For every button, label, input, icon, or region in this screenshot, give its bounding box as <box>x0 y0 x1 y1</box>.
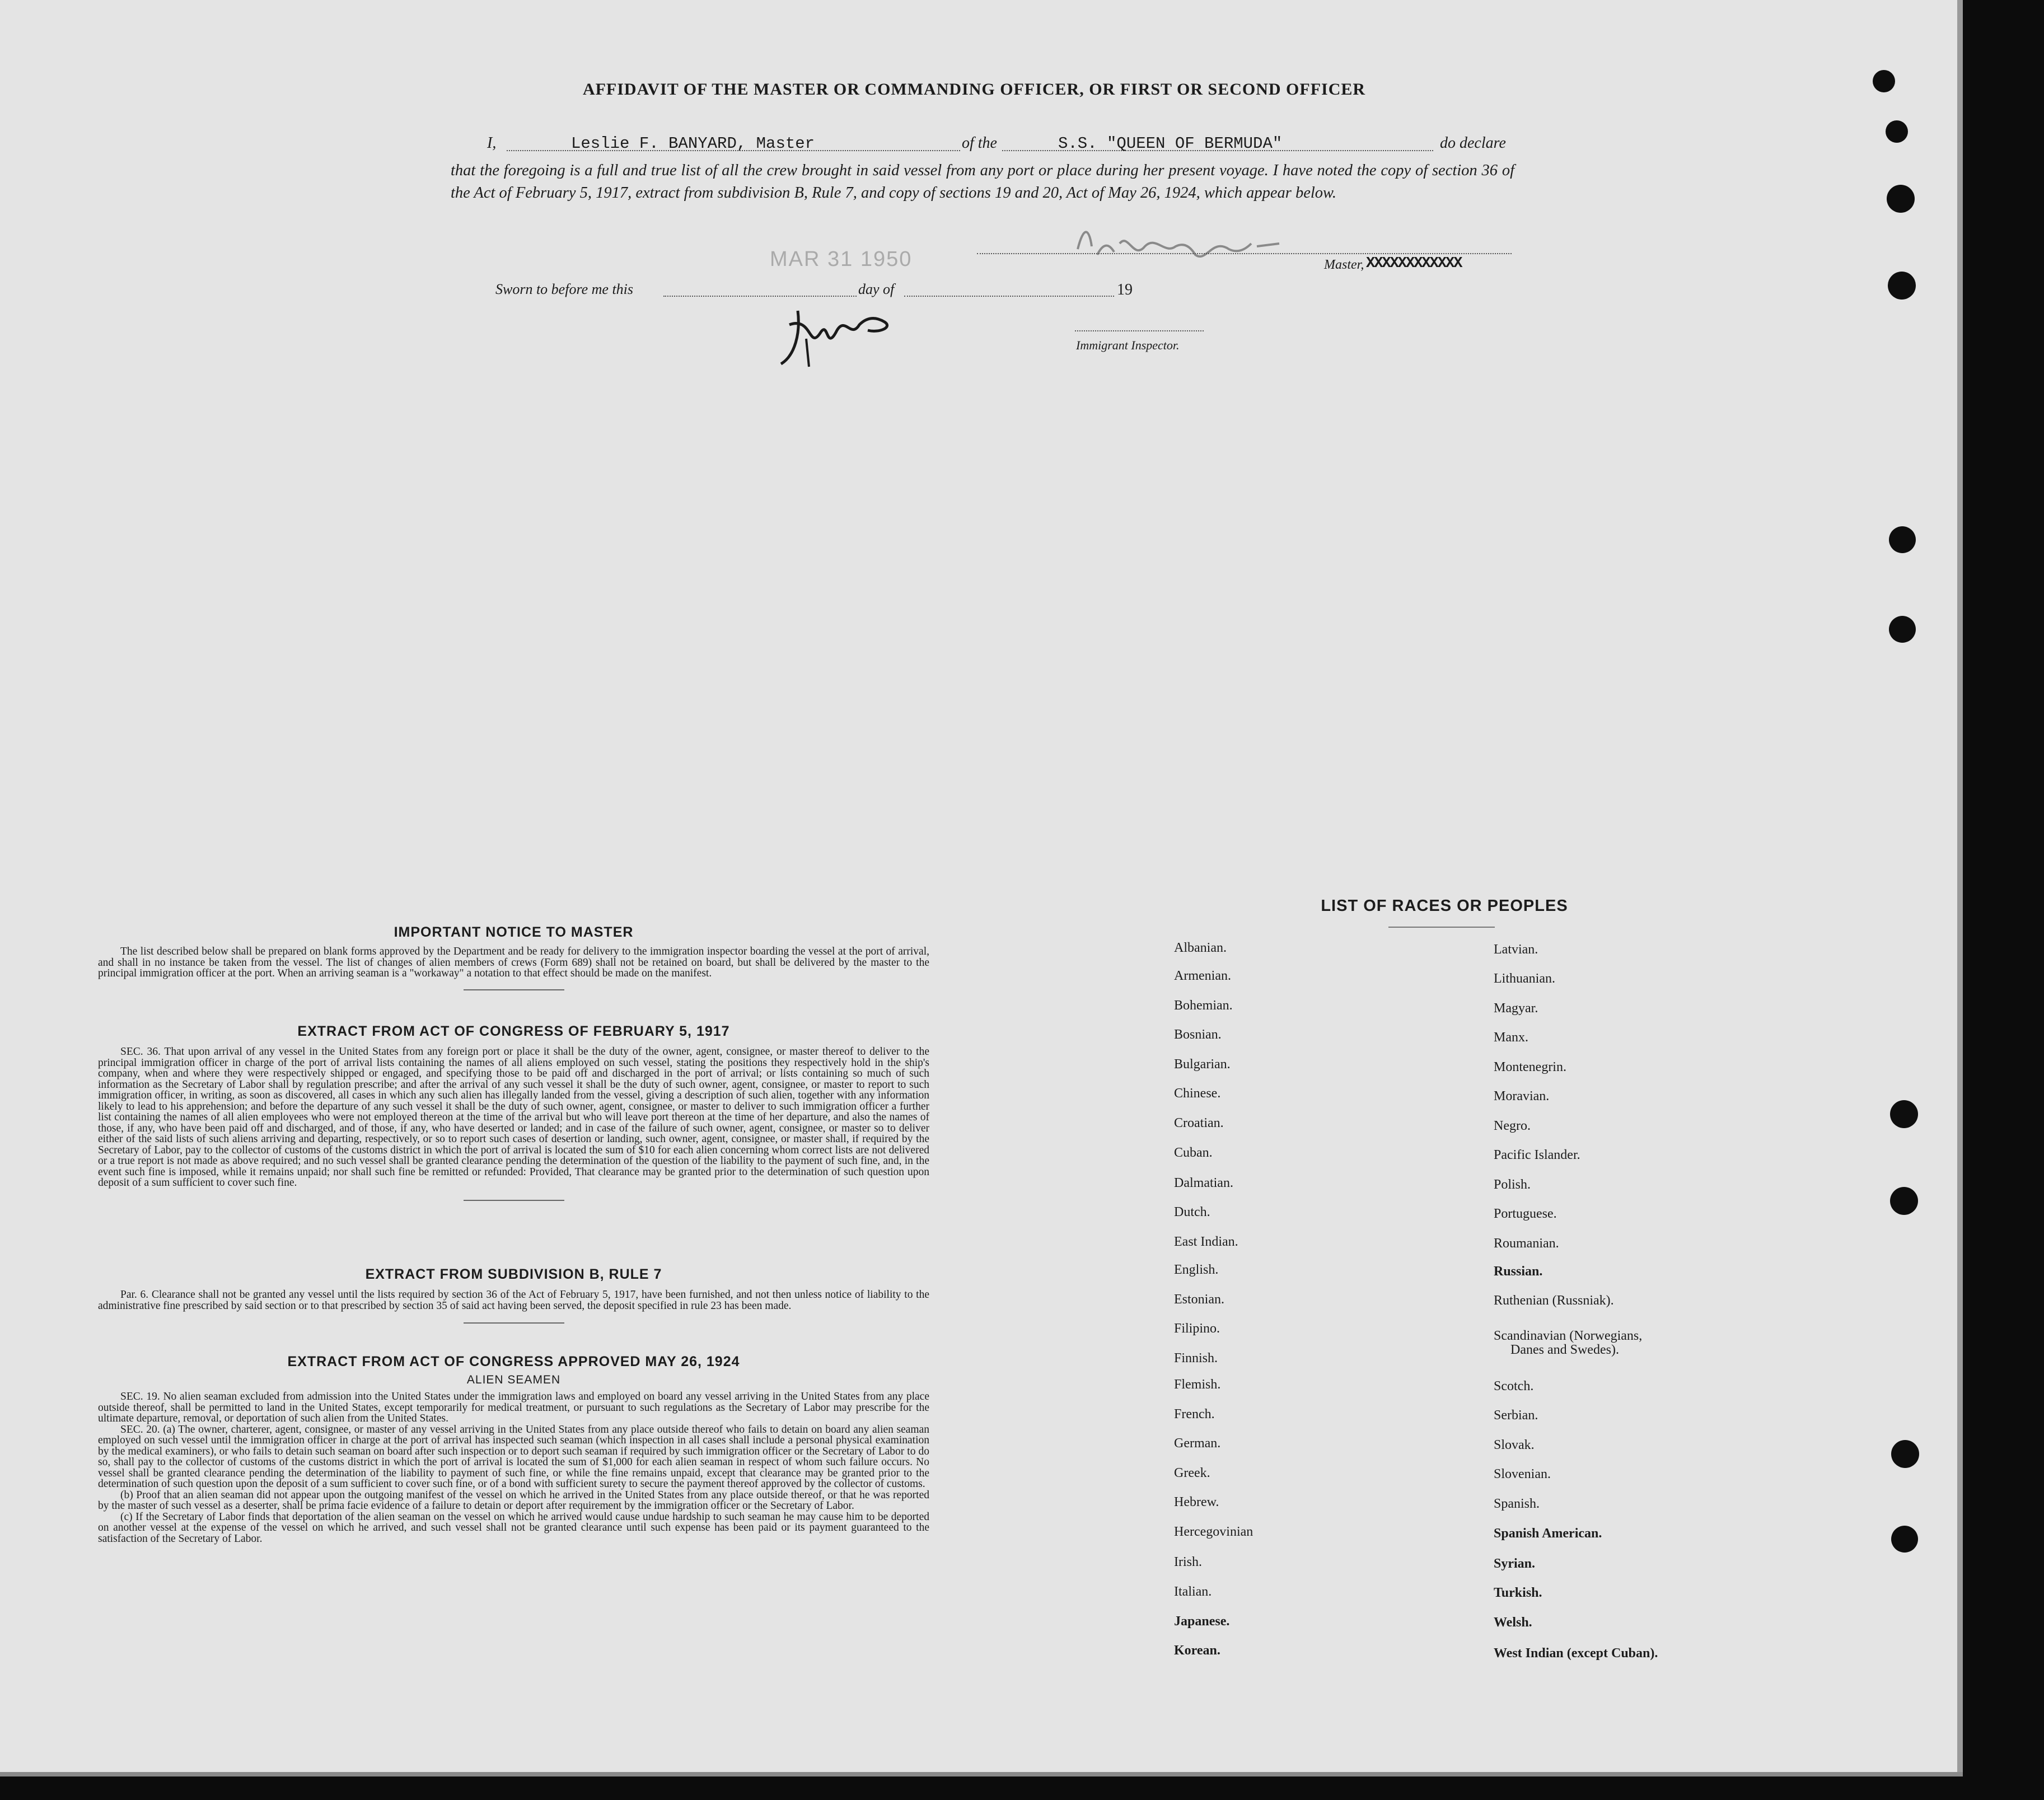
vessel-name: S.S. "QUEEN OF BERMUDA" <box>1058 134 1283 153</box>
punch-hole <box>1873 70 1895 92</box>
races-divider <box>1388 927 1495 928</box>
inspector-signature <box>767 300 907 372</box>
race-item: Filipino. <box>1174 1321 1220 1336</box>
extract-1917-text: SEC. 36. That upon arrival of any vessel in the United States from any foreign port or place it shall be the duty of the owner, agent, consignee, or master thereof to deliver to the principal immigration officer in charge of the port of arrival lists containing the names of all aliens employed on such vessel, stating the positions they respectively hold in the ship's company, when and where they were respectively shipped or engaged, and specifying those to be paid off and discharged in the port of arrival; or lists containing so much of such information as the Secretary of Labor shall by regulation prescribe; and after the arrival of any such vessel it shall be the duty of such owner, agent, consignee, or master to report to such immigration officer, in writing, as soon as discovered, all cases in which any such alien has illegally landed from the vessel, giving a description of such alien, together with any information likely to lead to his apprehension; and before the departure of any such vessel it shall be the duty of such owner, agent, consignee, or master to deliver to such immigration officer a further list containing the names of all alien employees who were not employed thereon at the time of the arrival but who will leave port thereon at the time of her departure, and also the names of those, if any, who have been paid off and discharged, and of those, if any, who have deserted or landed; and in case of the failure of such owner, agent, consignee, or master so to deliver either of the said lists of such aliens arriving and departing, respectively, or so to report such cases of desertion or landing, such owner, agent, consignee, or master shall, if required by the Secretary of Labor, pay to the collector of customs of the customs district in which the port of arrival is located the sum of $10 for each alien concerning whom correct lists are not delivered or a true report is not made as above required; and no such vessel shall be granted clearance pending the determination of the question of the liability to the payment of such fine, and, in the event such fine is imposed, while it remains unpaid; nor shall such fine be remitted or refunded: Provided, That clearance may be granted prior to the determination of such question upon deposit of a sum sufficient to cover such fine. <box>98 1046 929 1189</box>
extract-1917-title: EXTRACT FROM ACT OF CONGRESS OF FEBRUARY 5, 1917 <box>297 1023 730 1039</box>
race-item: Pacific Islander. <box>1494 1148 1580 1162</box>
date-stamp: MAR 31 1950 <box>770 247 913 271</box>
races-title: LIST OF RACES OR PEOPLES <box>1321 897 1568 915</box>
page-edge-shadow <box>0 1772 1963 1776</box>
master-signature <box>1067 216 1302 277</box>
race-item: Armenian. <box>1174 969 1231 983</box>
year-label: 19 <box>1117 281 1133 298</box>
punch-hole <box>1886 120 1908 143</box>
race-item: West Indian (except Cuban). <box>1494 1646 1658 1661</box>
race-item: Syrian. <box>1494 1556 1536 1571</box>
day-of-label: day of <box>858 281 895 297</box>
race-item: Chinese. <box>1174 1086 1221 1101</box>
race-item: Serbian. <box>1494 1408 1538 1423</box>
divider <box>464 1322 564 1324</box>
race-item: Ruthenian (Russniak). <box>1494 1293 1614 1308</box>
race-item: Slovak. <box>1494 1438 1535 1452</box>
extract-rule7-title: EXTRACT FROM SUBDIVISION B, RULE 7 <box>365 1266 662 1282</box>
race-item: Roumanian. <box>1494 1236 1559 1251</box>
punch-hole <box>1891 1440 1919 1468</box>
punch-hole <box>1891 1526 1918 1553</box>
page-edge-shadow <box>1957 0 1963 1775</box>
race-item: Cuban. <box>1174 1146 1213 1160</box>
race-item: Dalmatian. <box>1174 1176 1233 1190</box>
race-item: German. <box>1174 1436 1221 1451</box>
race-item: Flemish. <box>1174 1377 1221 1392</box>
punch-hole <box>1889 526 1916 553</box>
race-item: English. <box>1174 1263 1219 1277</box>
race-item: Bulgarian. <box>1174 1057 1231 1072</box>
master-signature-line <box>977 253 1512 254</box>
extract-rule7 <box>98 1266 929 1324</box>
sworn-month-line <box>904 296 1114 297</box>
sec-19-text: SEC. 19. No alien seaman excluded from admission into the United States under the immigration laws and employed on board any vessel arriving in the United States from any place outside thereof, shall be permitted to land in the United States, except temporarily for medical treatment, or pursuant to such regulations as the Secretary of Labor may prescribe for the ultimate departure, removal, or deportation of such alien from the United States. <box>98 1391 929 1424</box>
race-item: Negro. <box>1494 1119 1531 1133</box>
sworn-day-line <box>663 296 857 297</box>
race-item: Dutch. <box>1174 1205 1210 1219</box>
race-item: Bosnian. <box>1174 1027 1222 1042</box>
race-item: Turkish. <box>1494 1586 1542 1600</box>
race-item: East Indian. <box>1174 1235 1238 1249</box>
punch-hole <box>1888 272 1916 300</box>
race-item: Irish. <box>1174 1555 1202 1569</box>
extract-1924-subtitle: ALIEN SEAMEN <box>466 1373 561 1386</box>
sec-20c-text: (c) If the Secretary of Labor finds that deportation of the alien seaman on the vessel on which he arrived would cause undue hardship to such seaman he may cause him to be deported on another vessel at the expense of the vessel on which he arrived, and such vessel shall not be granted clearance until such expense has been paid or its payment guaranteed to the satisfaction of the Secretary of Labor. <box>98 1511 929 1545</box>
sworn-label: Sworn to before me this <box>495 281 634 297</box>
race-item: Korean. <box>1174 1643 1220 1658</box>
race-item: Albanian. <box>1174 941 1227 955</box>
declaration-paragraph: that the foregoing is a full and true list of all the crew brought in said vessel from any port or place during her present voyage. I have noted the copy of section 36 of the Act of February 5, 1917, extract from subdivision B, Rule 7, and copy of sections 19 and 20, Act of May 26, 1924, which appear below. <box>451 162 1514 202</box>
race-item: Bohemian. <box>1174 998 1233 1013</box>
extract-1924-title: EXTRACT FROM ACT OF CONGRESS APPROVED MAY 26, 1924 <box>287 1354 740 1369</box>
master-name: Leslie F. BANYARD, Master <box>571 134 815 153</box>
race-item: Estonian. <box>1174 1292 1224 1307</box>
do-declare-label: do declare <box>1440 134 1506 152</box>
inspector-label: Immigrant Inspector. <box>1076 338 1180 352</box>
race-item: Spanish. <box>1494 1497 1540 1511</box>
race-item: Latvian. <box>1494 942 1538 957</box>
inspector-line <box>1075 330 1204 331</box>
race-item: Portuguese. <box>1494 1207 1557 1221</box>
race-item: Magyar. <box>1494 1001 1538 1016</box>
sec-20a-text: SEC. 20. (a) The owner, charterer, agent, consignee, or master of any vessel arriving in the United States from any place outside thereof who fails to detain on board any alien seaman employed on such vessel until the immigration officer in charge at the port of arrival has inspected such seaman (which inspection in all cases shall include a personal physical examination by the medical examiners), or who fails to detain such seaman on board after such inspection or to deport such seaman if required by such immigration officer or the Secretary of Labor to do so, shall pay to the collector of customs of the customs district in which the port of arrival is located the sum of $1,000 for each alien seaman in respect of whom such failure occurs. No vessel shall be granted clearance pending the determination of the liability to payment of such fine, or while the fine remains unpaid, except that clearance may be granted prior to the determination of such question upon the deposit of a sum sufficient to cover such fine, or of a bond with sufficient surety to secure the payment thereof approved by the collector of customs. <box>98 1423 929 1490</box>
race-item: Montenegrin. <box>1494 1060 1566 1074</box>
race-item: Danes and Swedes). <box>1510 1343 1619 1357</box>
divider <box>464 989 564 990</box>
race-item: Manx. <box>1494 1030 1528 1045</box>
extract-1917 <box>98 1023 929 1201</box>
punch-hole <box>1887 185 1915 213</box>
race-item: Spanish American. <box>1494 1526 1602 1541</box>
master-label: Master, <box>1324 258 1364 272</box>
race-item: Scandinavian (Norwegians, <box>1494 1329 1643 1343</box>
punch-hole <box>1890 1187 1918 1215</box>
race-item: Lithuanian. <box>1494 971 1555 986</box>
i-label: I, <box>487 134 497 152</box>
race-item: Greek. <box>1174 1466 1210 1480</box>
race-item: Scotch. <box>1494 1379 1534 1394</box>
extract-rule7-text: Par. 6. Clearance shall not be granted any vessel until the lists required by section 36 of the Act of February 5, 1917, have been furnished, and not then unless notice of liability to the administrative fine prescribed by said section or to that prescribed by section 35 of said act having been served, the deposit specified in rule 23 has been made. <box>98 1289 929 1312</box>
notice-text: The list described below shall be prepared on blank forms approved by the Department and be ready for delivery to the immigration inspector boarding the vessel at the port of arrival, and shall in no instance be taken from the vessel. The list of changes of alien members of crews (Form 689) shall not be retained on board, but shall be delivered by the master to the principal immigration officer at the port. When an arriving seaman is a "workaway" a notation to that effect should be made on the manifest. <box>98 946 929 979</box>
punch-hole <box>1889 616 1916 643</box>
race-item: Polish. <box>1494 1177 1531 1192</box>
race-item: French. <box>1174 1407 1215 1422</box>
race-item: Hercegovinian <box>1174 1525 1253 1539</box>
race-item: Moravian. <box>1494 1089 1550 1104</box>
race-item: Italian. <box>1174 1584 1212 1599</box>
sec-20b-text: (b) Proof that an alien seaman did not appear upon the outgoing manifest of the vessel on which he arrived in the United States from any place outside thereof, or that he was reported by the master of such vessel as a deserter, shall be prima facie evidence of a failure to detain or deport after requirement by the immigration officer or the Secretary of Labor. <box>98 1489 929 1512</box>
race-item: Slovenian. <box>1494 1467 1551 1481</box>
affidavit-title: AFFIDAVIT OF THE MASTER OR COMMANDING OFFICER, OR FIRST OR SECOND OFFICER <box>582 80 1366 99</box>
race-item: Finnish. <box>1174 1351 1218 1366</box>
punch-hole <box>1890 1100 1918 1128</box>
race-item: Croatian. <box>1174 1116 1224 1130</box>
race-item: Hebrew. <box>1174 1495 1219 1509</box>
race-item: Welsh. <box>1494 1615 1532 1630</box>
race-item: Japanese. <box>1174 1614 1230 1629</box>
of-the-label: of the <box>962 134 997 152</box>
important-notice <box>98 924 929 990</box>
race-item: Russian. <box>1494 1264 1543 1279</box>
notice-title: IMPORTANT NOTICE TO MASTER <box>394 924 634 940</box>
struck-title: XXXXXXXXXXXX <box>1366 255 1462 272</box>
extract-1924 <box>98 1354 929 1544</box>
divider <box>464 1200 564 1201</box>
